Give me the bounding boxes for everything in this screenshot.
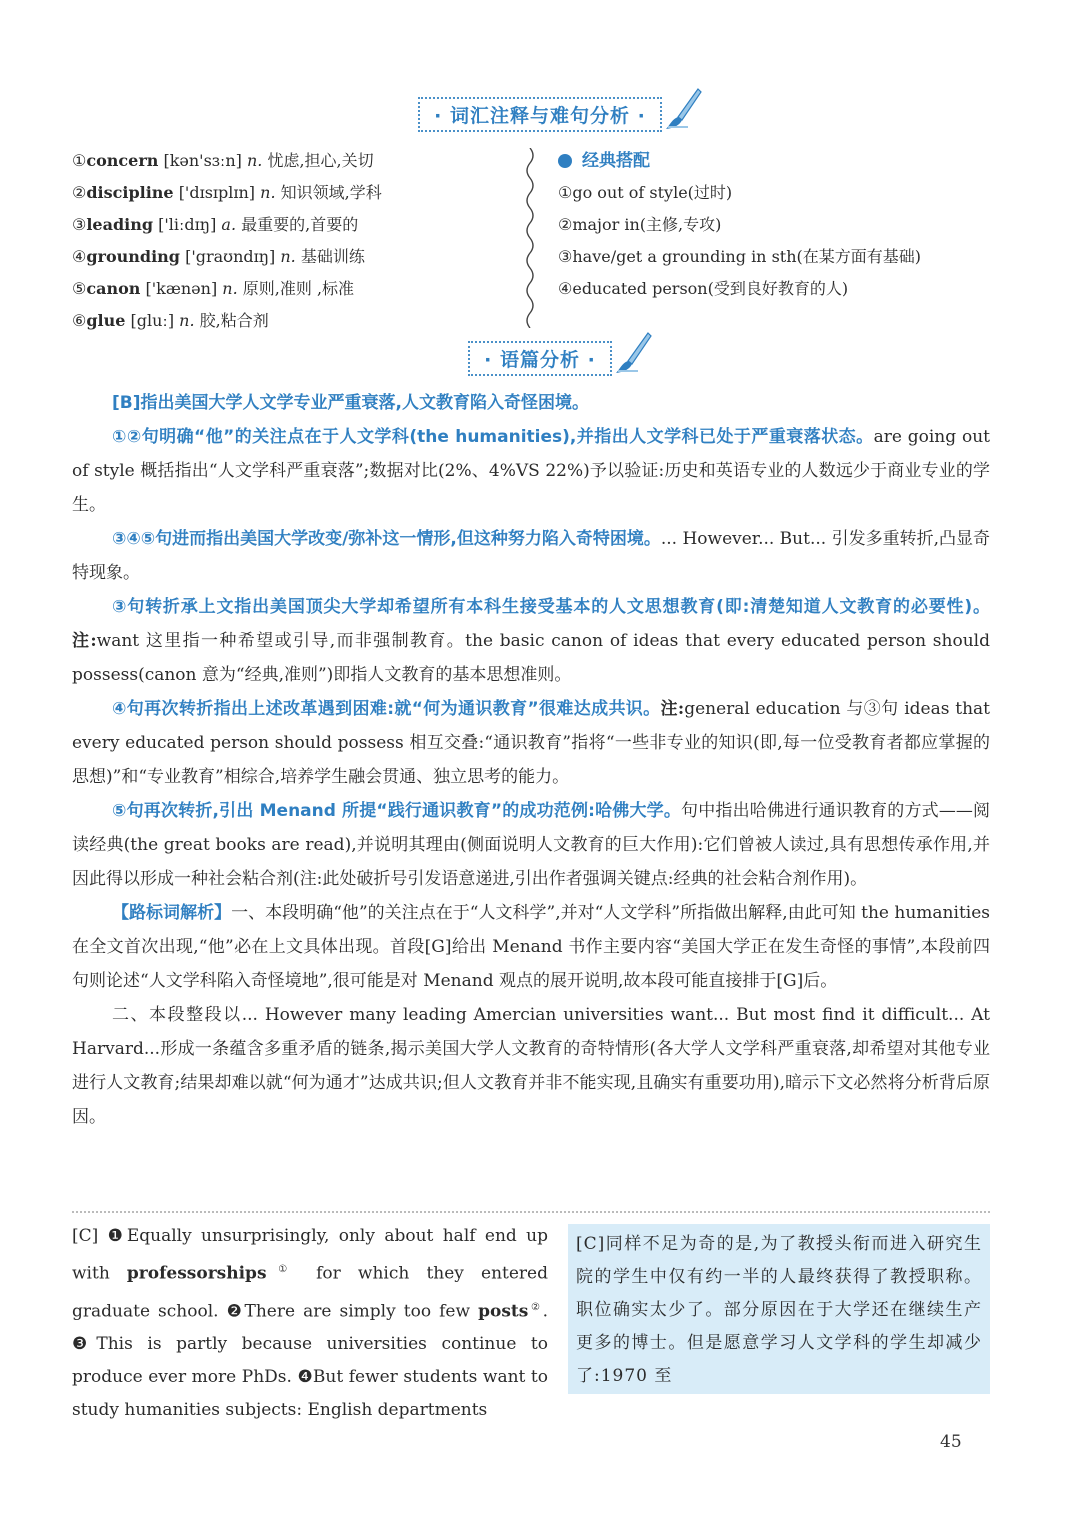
collocation-item: ②major in(主修,专攻) [558, 215, 722, 234]
analysis-paragraph: 二、本段整段以... However many leading Amercian universities want... But most find it difficult... At Harvard...形成一条蕴含多重矛盾的链条,揭示美国大学人文教育的奇特情形(各大学人文学科严重衰落,却希望对其他专业进行人文教育;结果却难以就“何为通才”达成共识;但人文教育并非不能实现,且确实有重要功用),暗示下文必然将分析背后原因。 [72, 1005, 990, 1127]
discourse-section-title-text: · 语篇分析 · [484, 348, 596, 371]
chinese-translation: [C]同样不足为奇的是,为了教授头衔而进入研究生院的学生中仅有约一半的人最终获得了教授职称。职位确实太少了。部分原因在于大学还在继续生产更多的博士。但是愿意学习人文学科的学生却减少了:1970 至 [568, 1224, 990, 1394]
page-number: 45 [940, 1432, 962, 1452]
analysis-paragraph: ①②句明确“他”的关注点在于人文学科(the humanities),并指出人文学科已处于严重衰落状态。are going out of style 概括指出“人文学科严重衰落”;数据对比(2%、4%VS 22%)予以验证:历史和英语专业的人数远少于商业专业的学生。 [72, 427, 991, 515]
collocation-item: ④educated person(受到良好教育的人) [558, 279, 849, 298]
collocation-item: ①go out of style(过时) [558, 183, 733, 202]
vocab-section-title [0, 96, 1080, 132]
vocab-item: ⑤canon ['kænən] n. 原则,准则 ,标准 [72, 279, 355, 298]
bullet-dot-icon [558, 154, 572, 168]
analysis-paragraph: ③④⑤句进而指出美国大学改变/弥补这一情形,但这种努力陷入奇特困境。... However... But... 引发多重转折,凸显奇特现象。 [72, 529, 990, 583]
discourse-section-title [0, 340, 1080, 376]
signpost-label: 【路标词解析】 [112, 903, 232, 923]
vocab-item: ⑥glue [gluː] n. 胶,粘合剂 [72, 311, 269, 330]
analysis-paragraph: ⑤句再次转折,引出 Menand 所提“践行通识教育”的成功范例:哈佛大学。句中指出哈佛进行通识教育的方式——阅读经典(the great books are read),并说明其理由(侧面说明人文教育的巨大作用):它们曾被人读过,具有思想传承作用,并因此得以形成一种社会粘合剂(注:此处破折号引发语意递进,引出作者强调关键点:经典的社会粘合剂作用)。 [72, 801, 991, 889]
brush-icon [664, 87, 704, 136]
wavy-divider [522, 148, 538, 328]
brush-icon [614, 331, 654, 380]
dotted-separator [72, 1211, 990, 1213]
analysis-paragraph: ③句转折承上文指出美国顶尖大学却希望所有本科生接受基本的人文思想教育(即:清楚知道人文教育的必要性)。注:want 这里指一种希望或引导,而非强制教育。the basic canon of ideas that every educated person should possess(canon 意为“经典,准则”)即指人文教育的基本思想准则。 [72, 597, 990, 685]
vocab-item: ①concern [kən'sɜːn] n. 忧虑,担心,关切 [72, 151, 374, 170]
collocations-heading: 经典搭配 [582, 151, 650, 171]
collocation-item: ③have/get a grounding in sth(在某方面有基础) [558, 247, 922, 266]
analysis-paragraph: [B]指出美国大学人文学专业严重衰落,人文教育陷入奇怪困境。 [112, 393, 589, 413]
vocab-item: ②discipline ['dɪsɪplɪn] n. 知识领域,学科 [72, 183, 382, 202]
english-passage: [C] ❶Equally unsurprisingly, only about half end up with professorships① for which they entered graduate school. ❷There are simply too few posts②. ❸This is partly because universities continue to produce ever more PhDs. ❹But fewer students want to study humanities subjects: English departments [72, 1226, 549, 1421]
vocab-item: ③leading ['liːdɪŋ] a. 最重要的,首要的 [72, 215, 359, 234]
collocations-panel [558, 145, 1018, 305]
vocab-section-title-text: · 词汇注释与难句分析 · [434, 104, 646, 127]
analysis-paragraph: ④句再次转折指出上述改革遇到困难:就“何为通识教育”很难达成共识。注:general education 与③句 ideas that every educated person should possess 相互交叠:“通识教育”指将“一些非专业的知识(即,每一位受教育者都应掌握的思想)”和“专业教育”相综合,培养学生融会贯通、独立思考的能力。 [72, 699, 990, 787]
analysis-paragraph: 【路标词解析】一、本段明确“他”的关注点在于“人文科学”,并对“人文学科”所指做出解释,由此可知 the humanities 在全文首次出现,“他”必在上文具体出现。首段[G]给出 Menand 书作主要内容“美国大学正在发生奇怪的事情”,本段前四句则论述“人文学科陷入奇怪境地”,很可能是对 Menand 观点的展开说明,故本段可能直接排于[G]后。 [72, 903, 990, 991]
vocab-item: ④grounding ['graʊndɪŋ] n. 基础训练 [72, 247, 365, 266]
vocab-list [72, 145, 512, 337]
discourse-analysis [72, 386, 990, 1134]
